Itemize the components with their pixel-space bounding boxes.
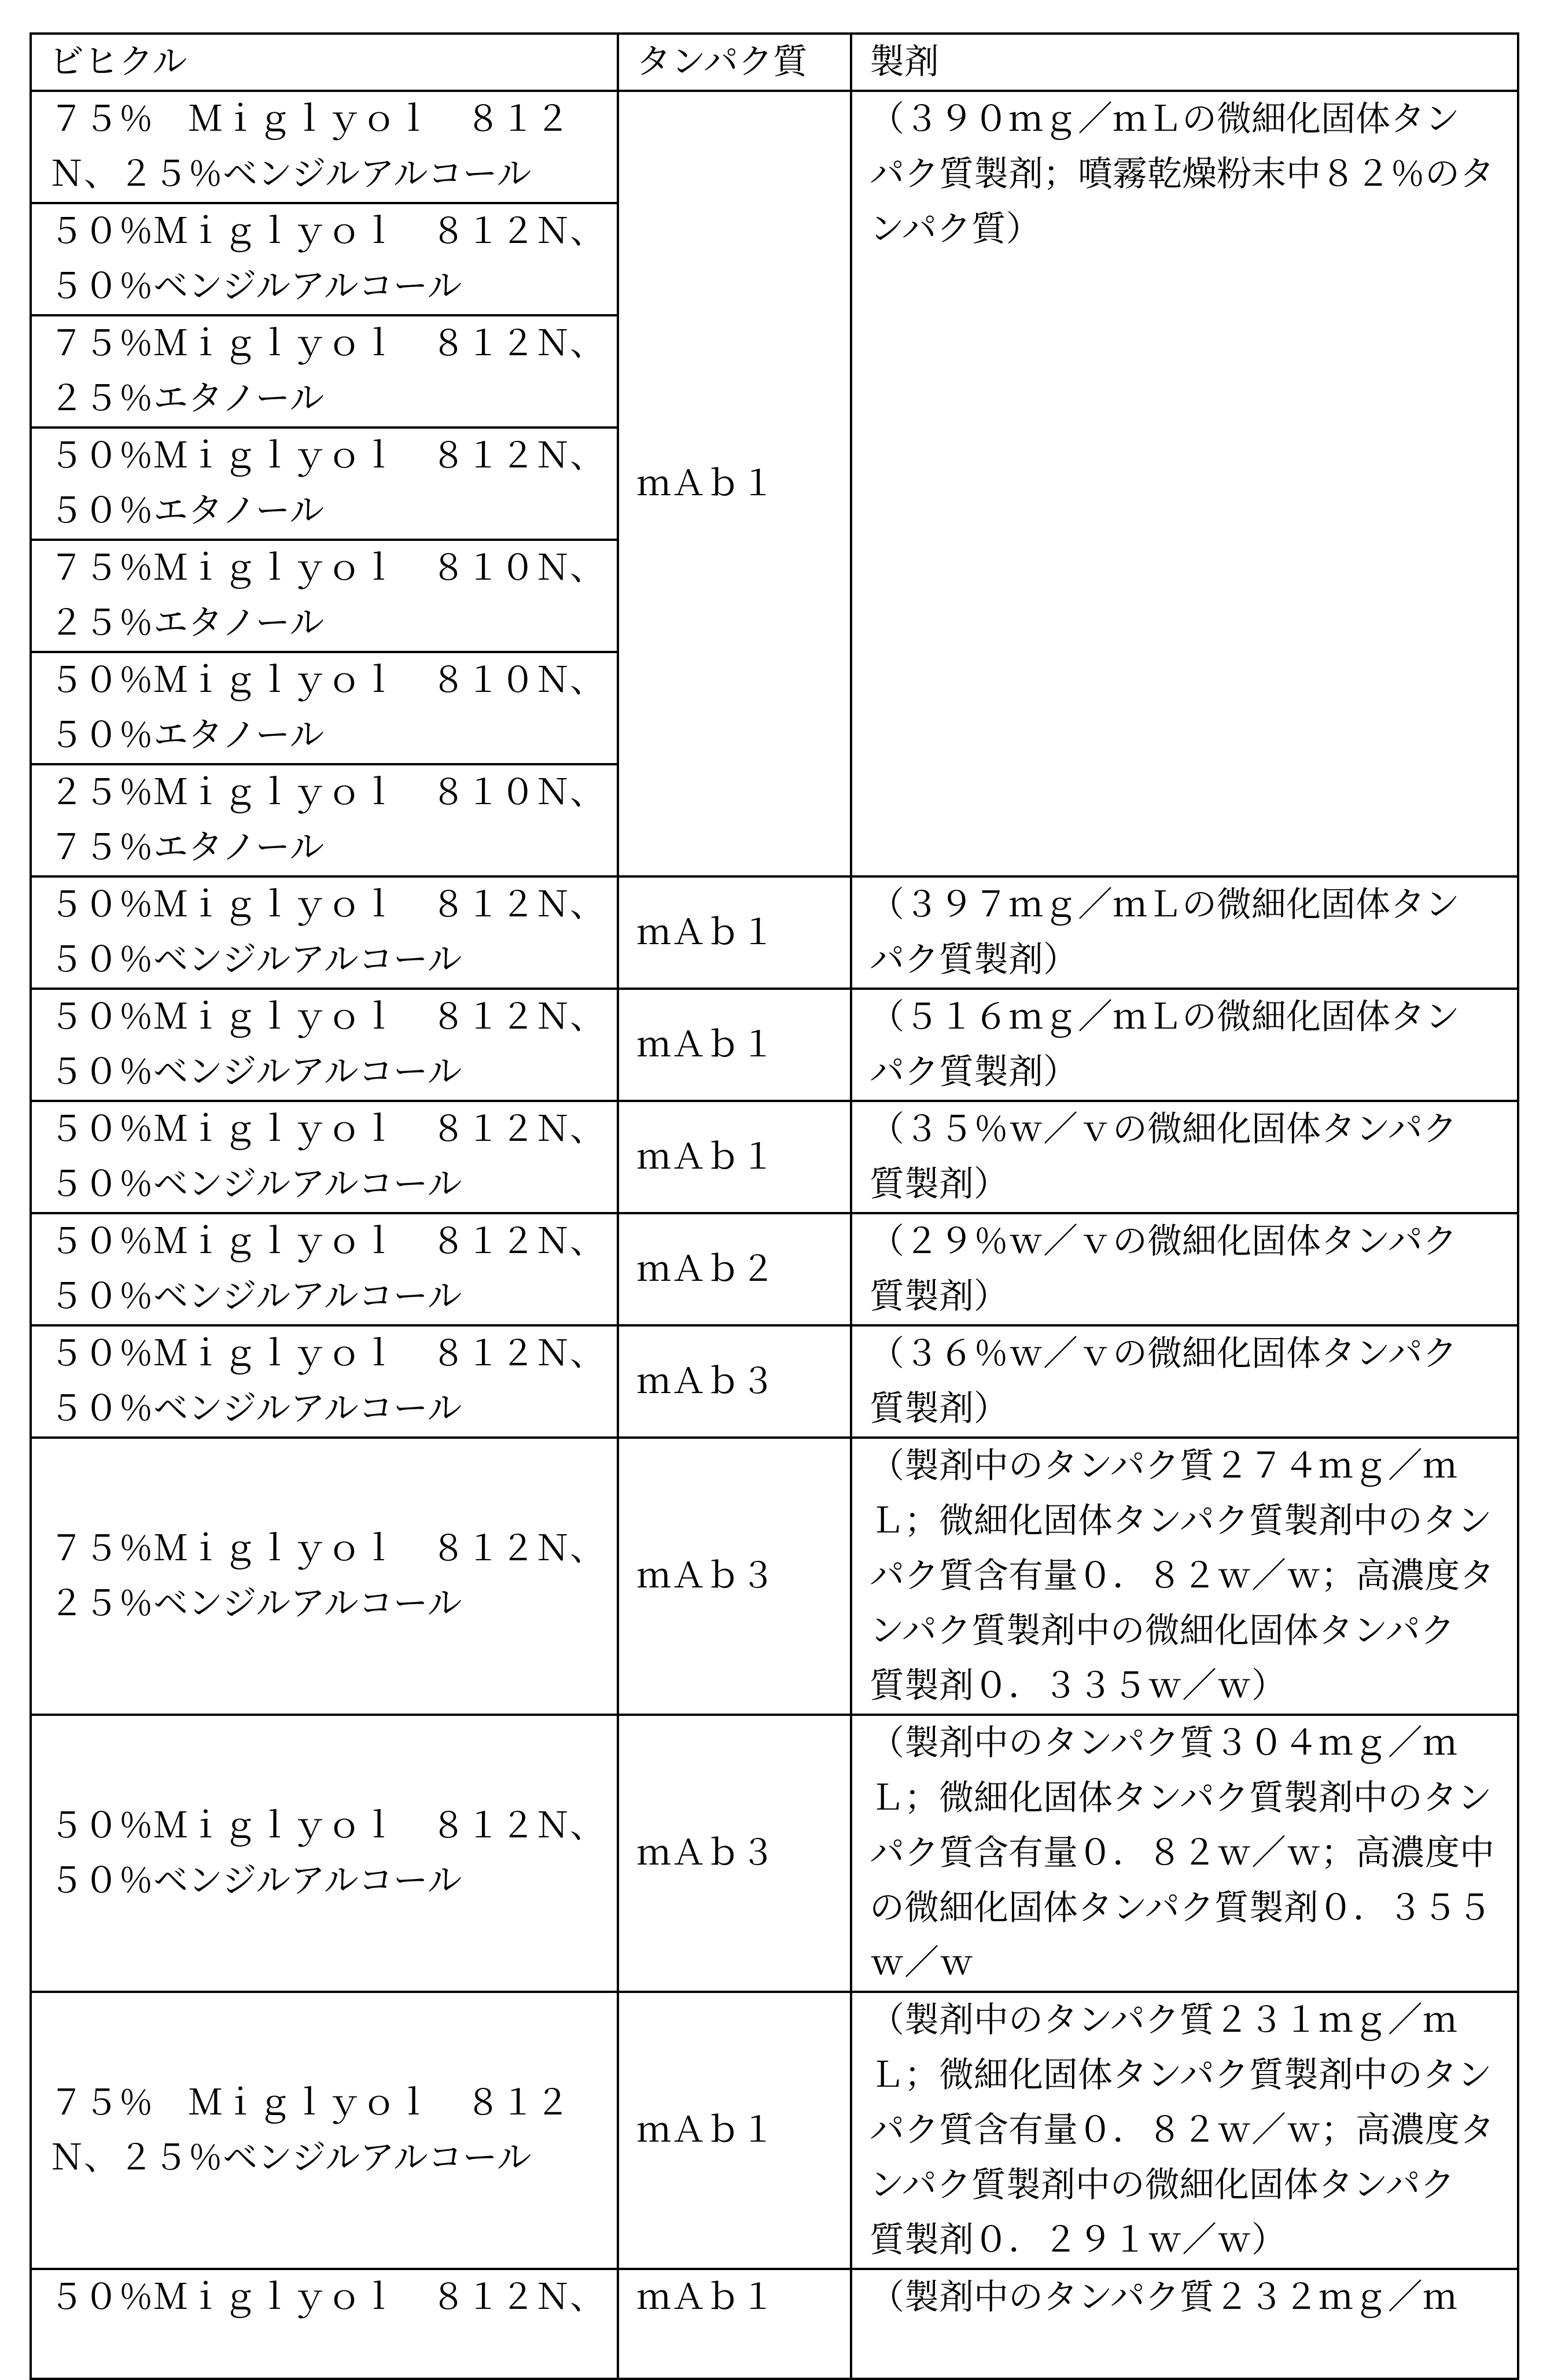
vehicle-cell: ５０％Ｍｉｇｌｙｏｌ ８１０Ｎ、 ５０％エタノール — [31, 652, 618, 764]
table-row — [31, 91, 1518, 203]
protein-cell: ｍＡｂ１ — [618, 989, 851, 1101]
vehicle-cell: ５０％Ｍｉｇｌｙｏｌ ８１２Ｎ、 ５０％ベンジルアルコール — [31, 203, 618, 315]
formulation-cell: （製剤中のタンパク質２７４ｍｇ／ｍ Ｌ；微細化固体タンパク質製剤中のタン パク質含有量０．８２ｗ／ｗ；高濃度タ ンパク質製剤中の微細化固体タンパク 質製剤０．３３５ｗ／ｗ） — [851, 1438, 1518, 1715]
table-row — [31, 1992, 1518, 2269]
table-row — [31, 876, 1518, 989]
formulation-cell: （３９７ｍｇ／ｍＬの微細化固体タン パク質製剤） — [851, 876, 1518, 989]
protein-cell: ｍＡｂ１ — [618, 1101, 851, 1213]
protein-cell: ｍＡｂ３ — [618, 1715, 851, 1992]
formulation-cell: （製剤中のタンパク質２３１ｍｇ／ｍ Ｌ；微細化固体タンパク質製剤中のタン パク質含有量０．８２ｗ／ｗ；高濃度タ ンパク質製剤中の微細化固体タンパク 質製剤０．２９１ｗ／ｗ） — [851, 1992, 1518, 2269]
protein-cell: ｍＡｂ３ — [618, 1438, 851, 1715]
vehicle-cell: ２５％Ｍｉｇｌｙｏｌ ８１０Ｎ、 ７５％エタノール — [31, 764, 618, 876]
vehicle-cell: ５０％Ｍｉｇｌｙｏｌ ８１２Ｎ、 — [31, 2269, 618, 2379]
protein-cell: ｍＡｂ１ — [618, 876, 851, 989]
table-row — [31, 1101, 1518, 1213]
formulation-cell: （製剤中のタンパク質２３２ｍｇ／ｍ — [851, 2269, 1518, 2379]
formulation-cell: （３６％ｗ／ｖの微細化固体タンパク 質製剤） — [851, 1325, 1518, 1438]
header-formulation: 製剤 — [851, 34, 1518, 91]
protein-cell: ｍＡｂ１ — [618, 91, 851, 876]
header-vehicle: ビヒクル — [31, 34, 618, 91]
formulation-cell: （２９％ｗ／ｖの微細化固体タンパク 質製剤） — [851, 1213, 1518, 1325]
formulation-cell: （３９０ｍｇ／ｍＬの微細化固体タン パク質製剤；噴霧乾燥粉末中８２％のタ ンパク質） — [851, 91, 1518, 876]
vehicle-cell: ５０％Ｍｉｇｌｙｏｌ ８１２Ｎ、 ５０％ベンジルアルコール — [31, 989, 618, 1101]
protein-cell: ｍＡｂ２ — [618, 1213, 851, 1325]
vehicle-cell: ５０％Ｍｉｇｌｙｏｌ ８１２Ｎ、 ５０％ベンジルアルコール — [31, 1715, 618, 1992]
table-row — [31, 1438, 1518, 1715]
vehicle-cell: ５０％Ｍｉｇｌｙｏｌ ８１２Ｎ、 ５０％ベンジルアルコール — [31, 876, 618, 989]
formulation-cell: （３５％ｗ／ｖの微細化固体タンパク 質製剤） — [851, 1101, 1518, 1213]
table-row — [31, 1213, 1518, 1325]
table-row — [31, 1325, 1518, 1438]
table-row — [31, 989, 1518, 1101]
protein-cell: ｍＡｂ１ — [618, 2269, 851, 2379]
vehicle-cell: ７５％ Ｍｉｇｌｙｏｌ ８１２ Ｎ、２５％ベンジルアルコール — [31, 91, 618, 203]
table-row — [31, 1715, 1518, 1992]
protein-cell: ｍＡｂ１ — [618, 1992, 851, 2269]
protein-cell: ｍＡｂ３ — [618, 1325, 851, 1438]
header-protein: タンパク質 — [618, 34, 851, 91]
vehicle-cell: ５０％Ｍｉｇｌｙｏｌ ８１２Ｎ、 ５０％ベンジルアルコール — [31, 1325, 618, 1438]
vehicle-cell: ５０％Ｍｉｇｌｙｏｌ ８１２Ｎ、 ５０％ベンジルアルコール — [31, 1101, 618, 1213]
vehicle-cell: ５０％Ｍｉｇｌｙｏｌ ８１２Ｎ、 ５０％エタノール — [31, 428, 618, 540]
vehicle-cell: ７５％Ｍｉｇｌｙｏｌ ８１０Ｎ、 ２５％エタノール — [31, 540, 618, 652]
vehicle-cell: ７５％Ｍｉｇｌｙｏｌ ８１２Ｎ、 ２５％ベンジルアルコール — [31, 1438, 618, 1715]
table-row — [31, 2269, 1518, 2379]
formulation-cell: （製剤中のタンパク質３０４ｍｇ／ｍ Ｌ；微細化固体タンパク質製剤中のタン パク質含有量０．８２ｗ／ｗ；高濃度中 の微細化固体タンパク質製剤０．３５５ ｗ／ｗ — [851, 1715, 1518, 1992]
vehicle-cell: ７５％ Ｍｉｇｌｙｏｌ ８１２ Ｎ、２５％ベンジルアルコール — [31, 1992, 618, 2269]
vehicle-cell: ７５％Ｍｉｇｌｙｏｌ ８１２Ｎ、 ２５％エタノール — [31, 315, 618, 428]
formulation-cell: （５１６ｍｇ／ｍＬの微細化固体タン パク質製剤） — [851, 989, 1518, 1101]
header-row — [31, 34, 1518, 91]
formulation-table — [30, 32, 1519, 2380]
vehicle-cell: ５０％Ｍｉｇｌｙｏｌ ８１２Ｎ、 ５０％ベンジルアルコール — [31, 1213, 618, 1325]
